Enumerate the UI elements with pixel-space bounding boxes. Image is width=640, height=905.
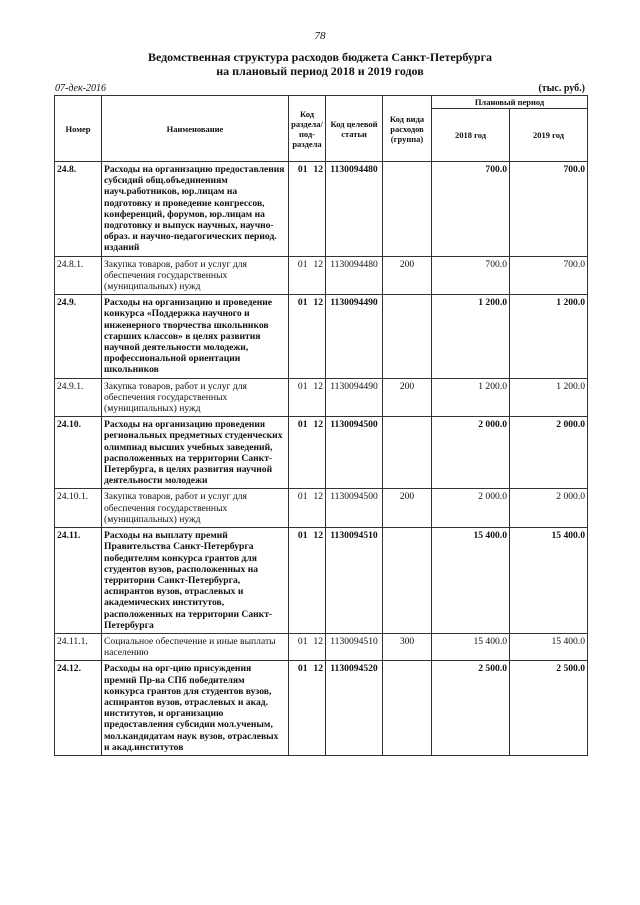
row-expense-type: 200 bbox=[383, 256, 432, 295]
row-number: 24.11. bbox=[55, 528, 102, 634]
row-name: Закупка товаров, работ и услуг для обеспечения государственных (муниципальных) нужд bbox=[102, 378, 289, 417]
page-number: 78 bbox=[314, 30, 326, 42]
row-target-code: 1130094510 bbox=[326, 528, 383, 634]
row-name: Расходы на организацию и проведение конкурса «Поддержка научного и инженерного творчества школьников старших классов» в целях развития научной деятельности молодежи, профессиональной ориентации школьников bbox=[102, 295, 289, 378]
row-number: 24.9. bbox=[55, 295, 102, 378]
row-expense-type bbox=[383, 162, 432, 257]
table-row bbox=[55, 661, 588, 756]
header-name: Наименование bbox=[102, 96, 289, 162]
row-value-2018: 1 200.0 bbox=[432, 295, 510, 378]
title-line-1: Ведомственная структура расходов бюджета Санкт-Петербурга bbox=[147, 50, 493, 64]
row-number: 24.11.1. bbox=[55, 633, 102, 660]
row-section: 01 bbox=[289, 489, 310, 528]
table-row bbox=[55, 378, 588, 417]
row-value-2018: 700.0 bbox=[432, 256, 510, 295]
row-section: 01 bbox=[289, 528, 310, 634]
row-value-2018: 2 500.0 bbox=[432, 661, 510, 756]
row-section: 01 bbox=[289, 162, 310, 257]
row-expense-type: 200 bbox=[383, 489, 432, 528]
row-value-2019: 700.0 bbox=[510, 256, 588, 295]
row-value-2019: 1 200.0 bbox=[510, 295, 588, 378]
table-body bbox=[55, 162, 588, 756]
row-value-2018: 2 000.0 bbox=[432, 489, 510, 528]
header-num: Номер bbox=[55, 96, 102, 162]
row-subsection: 12 bbox=[310, 661, 326, 756]
row-subsection: 12 bbox=[310, 162, 326, 257]
row-expense-type: 300 bbox=[383, 633, 432, 660]
row-number: 24.10. bbox=[55, 417, 102, 489]
row-section: 01 bbox=[289, 378, 310, 417]
row-name: Закупка товаров, работ и услуг для обеспечения государственных (муниципальных) нужд bbox=[102, 489, 289, 528]
row-name: Закупка товаров, работ и услуг для обеспечения государственных (муниципальных) нужд bbox=[102, 256, 289, 295]
row-subsection: 12 bbox=[310, 295, 326, 378]
row-value-2019: 2 500.0 bbox=[510, 661, 588, 756]
document-title bbox=[0, 50, 640, 78]
header-expense-type: Код вида расходов (группа) bbox=[383, 96, 432, 162]
row-name: Расходы на орг-цию присуждения премий Пр-ва СПб победителям конкурса грантов для студентов вузов, аспирантов вузов, отраслевых и акад. институтов, и организацию предоставления субсидии мол.ученым, мол.кандидатам наук вузов, отраслевых и акад.институтов bbox=[102, 661, 289, 756]
row-section: 01 bbox=[289, 417, 310, 489]
units-label: (тыс. руб.) bbox=[538, 83, 585, 94]
row-target-code: 1130094500 bbox=[326, 417, 383, 489]
row-subsection: 12 bbox=[310, 528, 326, 634]
row-name: Расходы на организацию предоставления субсидий общ.объединениям науч.работников, юр.лицам на подготовку и проведение конгрессов, конференций, форумов, юр.лицам на подготовку и выпуск научных, научно-образ. и научно-педагогических период. изданий bbox=[102, 162, 289, 257]
row-name: Расходы на организацию проведения региональных предметных студенческих олимпиад высших учебных заведений, расположенных на территории Санкт-Петербурга, в целях развития научной деятельности молодежи bbox=[102, 417, 289, 489]
table-row bbox=[55, 528, 588, 634]
row-expense-type bbox=[383, 295, 432, 378]
row-value-2019: 1 200.0 bbox=[510, 378, 588, 417]
row-target-code: 1130094500 bbox=[326, 489, 383, 528]
row-expense-type bbox=[383, 528, 432, 634]
row-section: 01 bbox=[289, 661, 310, 756]
table-row bbox=[55, 633, 588, 660]
row-value-2018: 15 400.0 bbox=[432, 633, 510, 660]
row-subsection: 12 bbox=[310, 256, 326, 295]
row-target-code: 1130094480 bbox=[326, 162, 383, 257]
row-expense-type: 200 bbox=[383, 378, 432, 417]
row-name: Социальное обеспечение и иные выплаты населению bbox=[102, 633, 289, 660]
row-value-2018: 700.0 bbox=[432, 162, 510, 257]
row-value-2018: 2 000.0 bbox=[432, 417, 510, 489]
row-number: 24.9.1. bbox=[55, 378, 102, 417]
row-number: 24.10.1. bbox=[55, 489, 102, 528]
table-row bbox=[55, 295, 588, 378]
row-section: 01 bbox=[289, 256, 310, 295]
row-value-2019: 700.0 bbox=[510, 162, 588, 257]
document-date: 07-дек-2016 bbox=[55, 83, 106, 94]
title-line-2: на плановый период 2018 и 2019 годов bbox=[216, 64, 424, 78]
row-expense-type bbox=[383, 417, 432, 489]
header-planned: Плановый период bbox=[432, 96, 588, 109]
row-expense-type bbox=[383, 661, 432, 756]
row-subsection: 12 bbox=[310, 633, 326, 660]
row-target-code: 1130094510 bbox=[326, 633, 383, 660]
header-2019: 2019 год bbox=[510, 109, 588, 162]
header-section: Код раздела/ под- раздела bbox=[289, 96, 326, 162]
row-target-code: 1130094490 bbox=[326, 378, 383, 417]
row-value-2019: 2 000.0 bbox=[510, 417, 588, 489]
table-row bbox=[55, 162, 588, 257]
row-subsection: 12 bbox=[310, 417, 326, 489]
row-target-code: 1130094520 bbox=[326, 661, 383, 756]
row-section: 01 bbox=[289, 295, 310, 378]
row-number: 24.8.1. bbox=[55, 256, 102, 295]
row-value-2019: 2 000.0 bbox=[510, 489, 588, 528]
budget-table bbox=[54, 95, 588, 756]
row-number: 24.12. bbox=[55, 661, 102, 756]
row-subsection: 12 bbox=[310, 378, 326, 417]
row-target-code: 1130094480 bbox=[326, 256, 383, 295]
header-2018: 2018 год bbox=[432, 109, 510, 162]
row-section: 01 bbox=[289, 633, 310, 660]
row-number: 24.8. bbox=[55, 162, 102, 257]
row-value-2019: 15 400.0 bbox=[510, 633, 588, 660]
row-target-code: 1130094490 bbox=[326, 295, 383, 378]
header-target: Код целевой статьи bbox=[326, 96, 383, 162]
row-value-2018: 15 400.0 bbox=[432, 528, 510, 634]
row-value-2018: 1 200.0 bbox=[432, 378, 510, 417]
row-name: Расходы на выплату премий Правительства Санкт-Петербурга победителям конкурса грантов для студентов вузов, расположенных на территории Санкт-Петербурга, аспирантов вузов, отраслевых и академических институтов, расположенных на территории Санкт-Петербурга bbox=[102, 528, 289, 634]
table-row bbox=[55, 489, 588, 528]
table-row bbox=[55, 256, 588, 295]
table-row bbox=[55, 417, 588, 489]
row-subsection: 12 bbox=[310, 489, 326, 528]
row-value-2019: 15 400.0 bbox=[510, 528, 588, 634]
